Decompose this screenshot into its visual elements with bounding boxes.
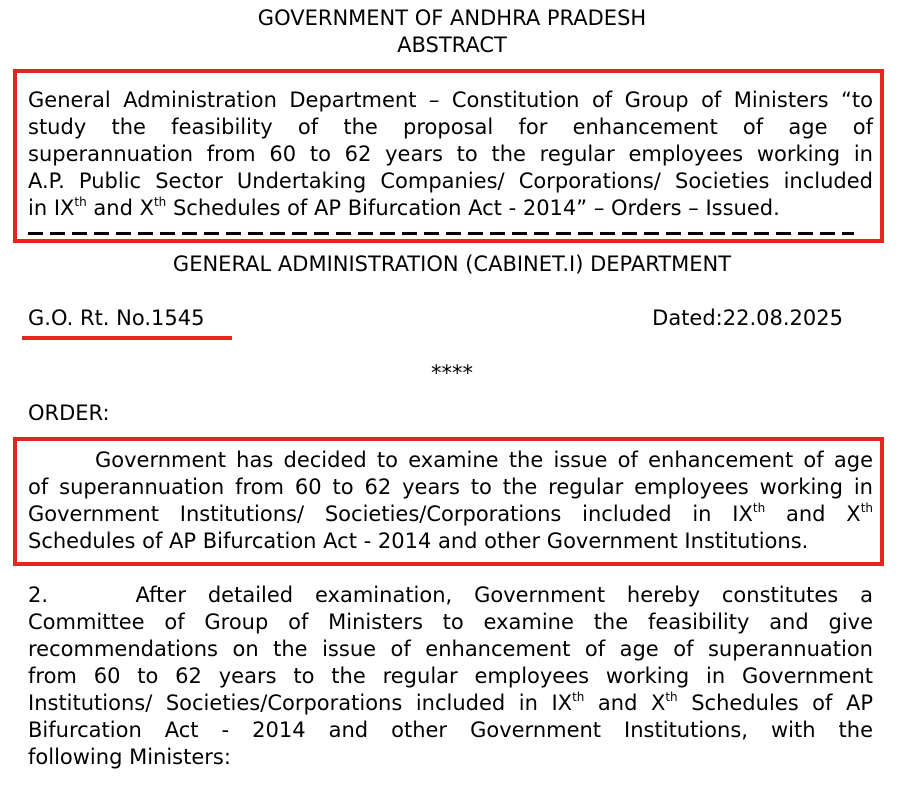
paragraph-line: following Ministers: bbox=[28, 745, 231, 769]
department-heading: GENERAL ADMINISTRATION (CABINET.I) DEPARTMENT bbox=[172, 252, 732, 276]
paragraph-line: 2. After detailed examination, Government hereby constitutes a bbox=[28, 583, 873, 607]
paragraph-line: Committee of Group of Ministers to examine the feasibility and give bbox=[28, 610, 873, 634]
subject-line: superannuation from 60 to 62 years to the regular employees working in bbox=[28, 142, 873, 166]
go-number: G.O. Rt. No.1545 bbox=[28, 306, 205, 330]
dashed-divider bbox=[28, 232, 854, 235]
subject-line: A.P. Public Sector Undertaking Companies/ Corporations/ Societies included bbox=[28, 169, 873, 193]
date: Dated:22.08.2025 bbox=[652, 306, 843, 330]
government-heading: GOVERNMENT OF ANDHRA PRADESH bbox=[257, 6, 647, 30]
paragraph-line: recommendations on the issue of enhancement of age of superannuation bbox=[28, 637, 873, 661]
go-number-underline bbox=[22, 336, 232, 340]
separator-stars: **** bbox=[431, 361, 473, 385]
order-label: ORDER: bbox=[28, 401, 110, 425]
subject-line: study the feasibility of the proposal for enhancement of age of bbox=[28, 115, 873, 139]
paragraph-line: of superannuation from 60 to 62 years to the regular employees working in bbox=[28, 475, 873, 499]
paragraph-line: Institutions/ Societies/Corporations included in IXth and Xth Schedules of AP bbox=[28, 690, 873, 715]
paragraph-line: from 60 to 62 years to the regular employees working in Government bbox=[28, 664, 873, 688]
paragraph-line: Schedules of AP Bifurcation Act - 2014 and other Government Institutions. bbox=[28, 529, 809, 553]
subject-line: in IXth and Xth Schedules of AP Bifurcation Act - 2014” – Orders – Issued. bbox=[28, 195, 780, 220]
paragraph-line: Bifurcation Act - 2014 and other Government Institutions, with the bbox=[28, 718, 873, 742]
subject-line: General Administration Department – Constitution of Group of Ministers “to bbox=[28, 88, 873, 112]
abstract-heading: ABSTRACT bbox=[397, 33, 507, 57]
paragraph-line: Government Institutions/ Societies/Corporations included in IXth and Xth bbox=[28, 501, 873, 526]
paragraph-line: Government has decided to examine the issue of enhancement of age bbox=[95, 448, 873, 472]
